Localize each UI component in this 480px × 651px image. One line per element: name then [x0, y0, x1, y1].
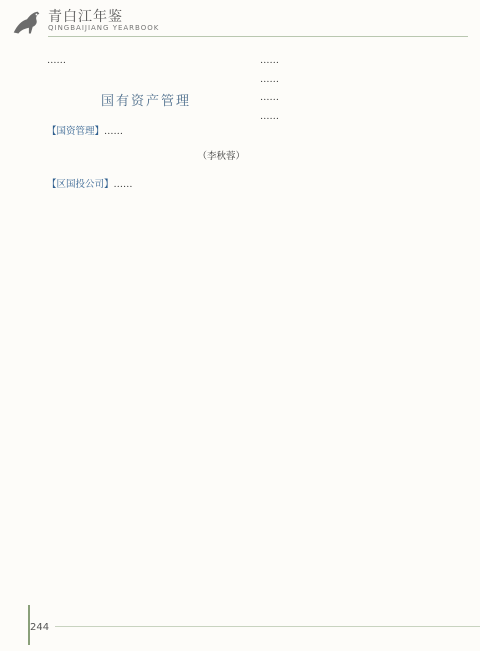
- paragraph: [47, 176, 245, 195]
- yearbook-subtitle: QINGBAIJIANG YEARBOOK: [48, 24, 160, 32]
- page-number: 244: [30, 622, 50, 633]
- footer-rule: [55, 626, 480, 627]
- page-header: [0, 0, 480, 50]
- paragraph: ……: [260, 110, 279, 122]
- entry-text: ……: [104, 126, 124, 138]
- paragraph: ……: [260, 55, 279, 66]
- paragraph: ……: [47, 55, 66, 66]
- footer-marker: [14, 605, 30, 645]
- author-signature: （李秋蓉）: [197, 150, 245, 162]
- horse-logo-icon: [8, 4, 46, 42]
- paragraph: ……: [260, 92, 279, 104]
- right-column: [260, 52, 458, 602]
- entry-text: ……: [113, 179, 133, 191]
- section-title: 国有资产管理: [100, 93, 191, 109]
- paragraph: [47, 123, 245, 142]
- header-rule: [48, 36, 468, 37]
- paragraph: ……: [260, 73, 279, 85]
- entry-tag: 【区国投公司】: [47, 179, 114, 191]
- entry-tag: 【国资管理】: [47, 126, 105, 138]
- left-column: [47, 52, 245, 602]
- yearbook-title: 青白江年鉴: [48, 9, 123, 25]
